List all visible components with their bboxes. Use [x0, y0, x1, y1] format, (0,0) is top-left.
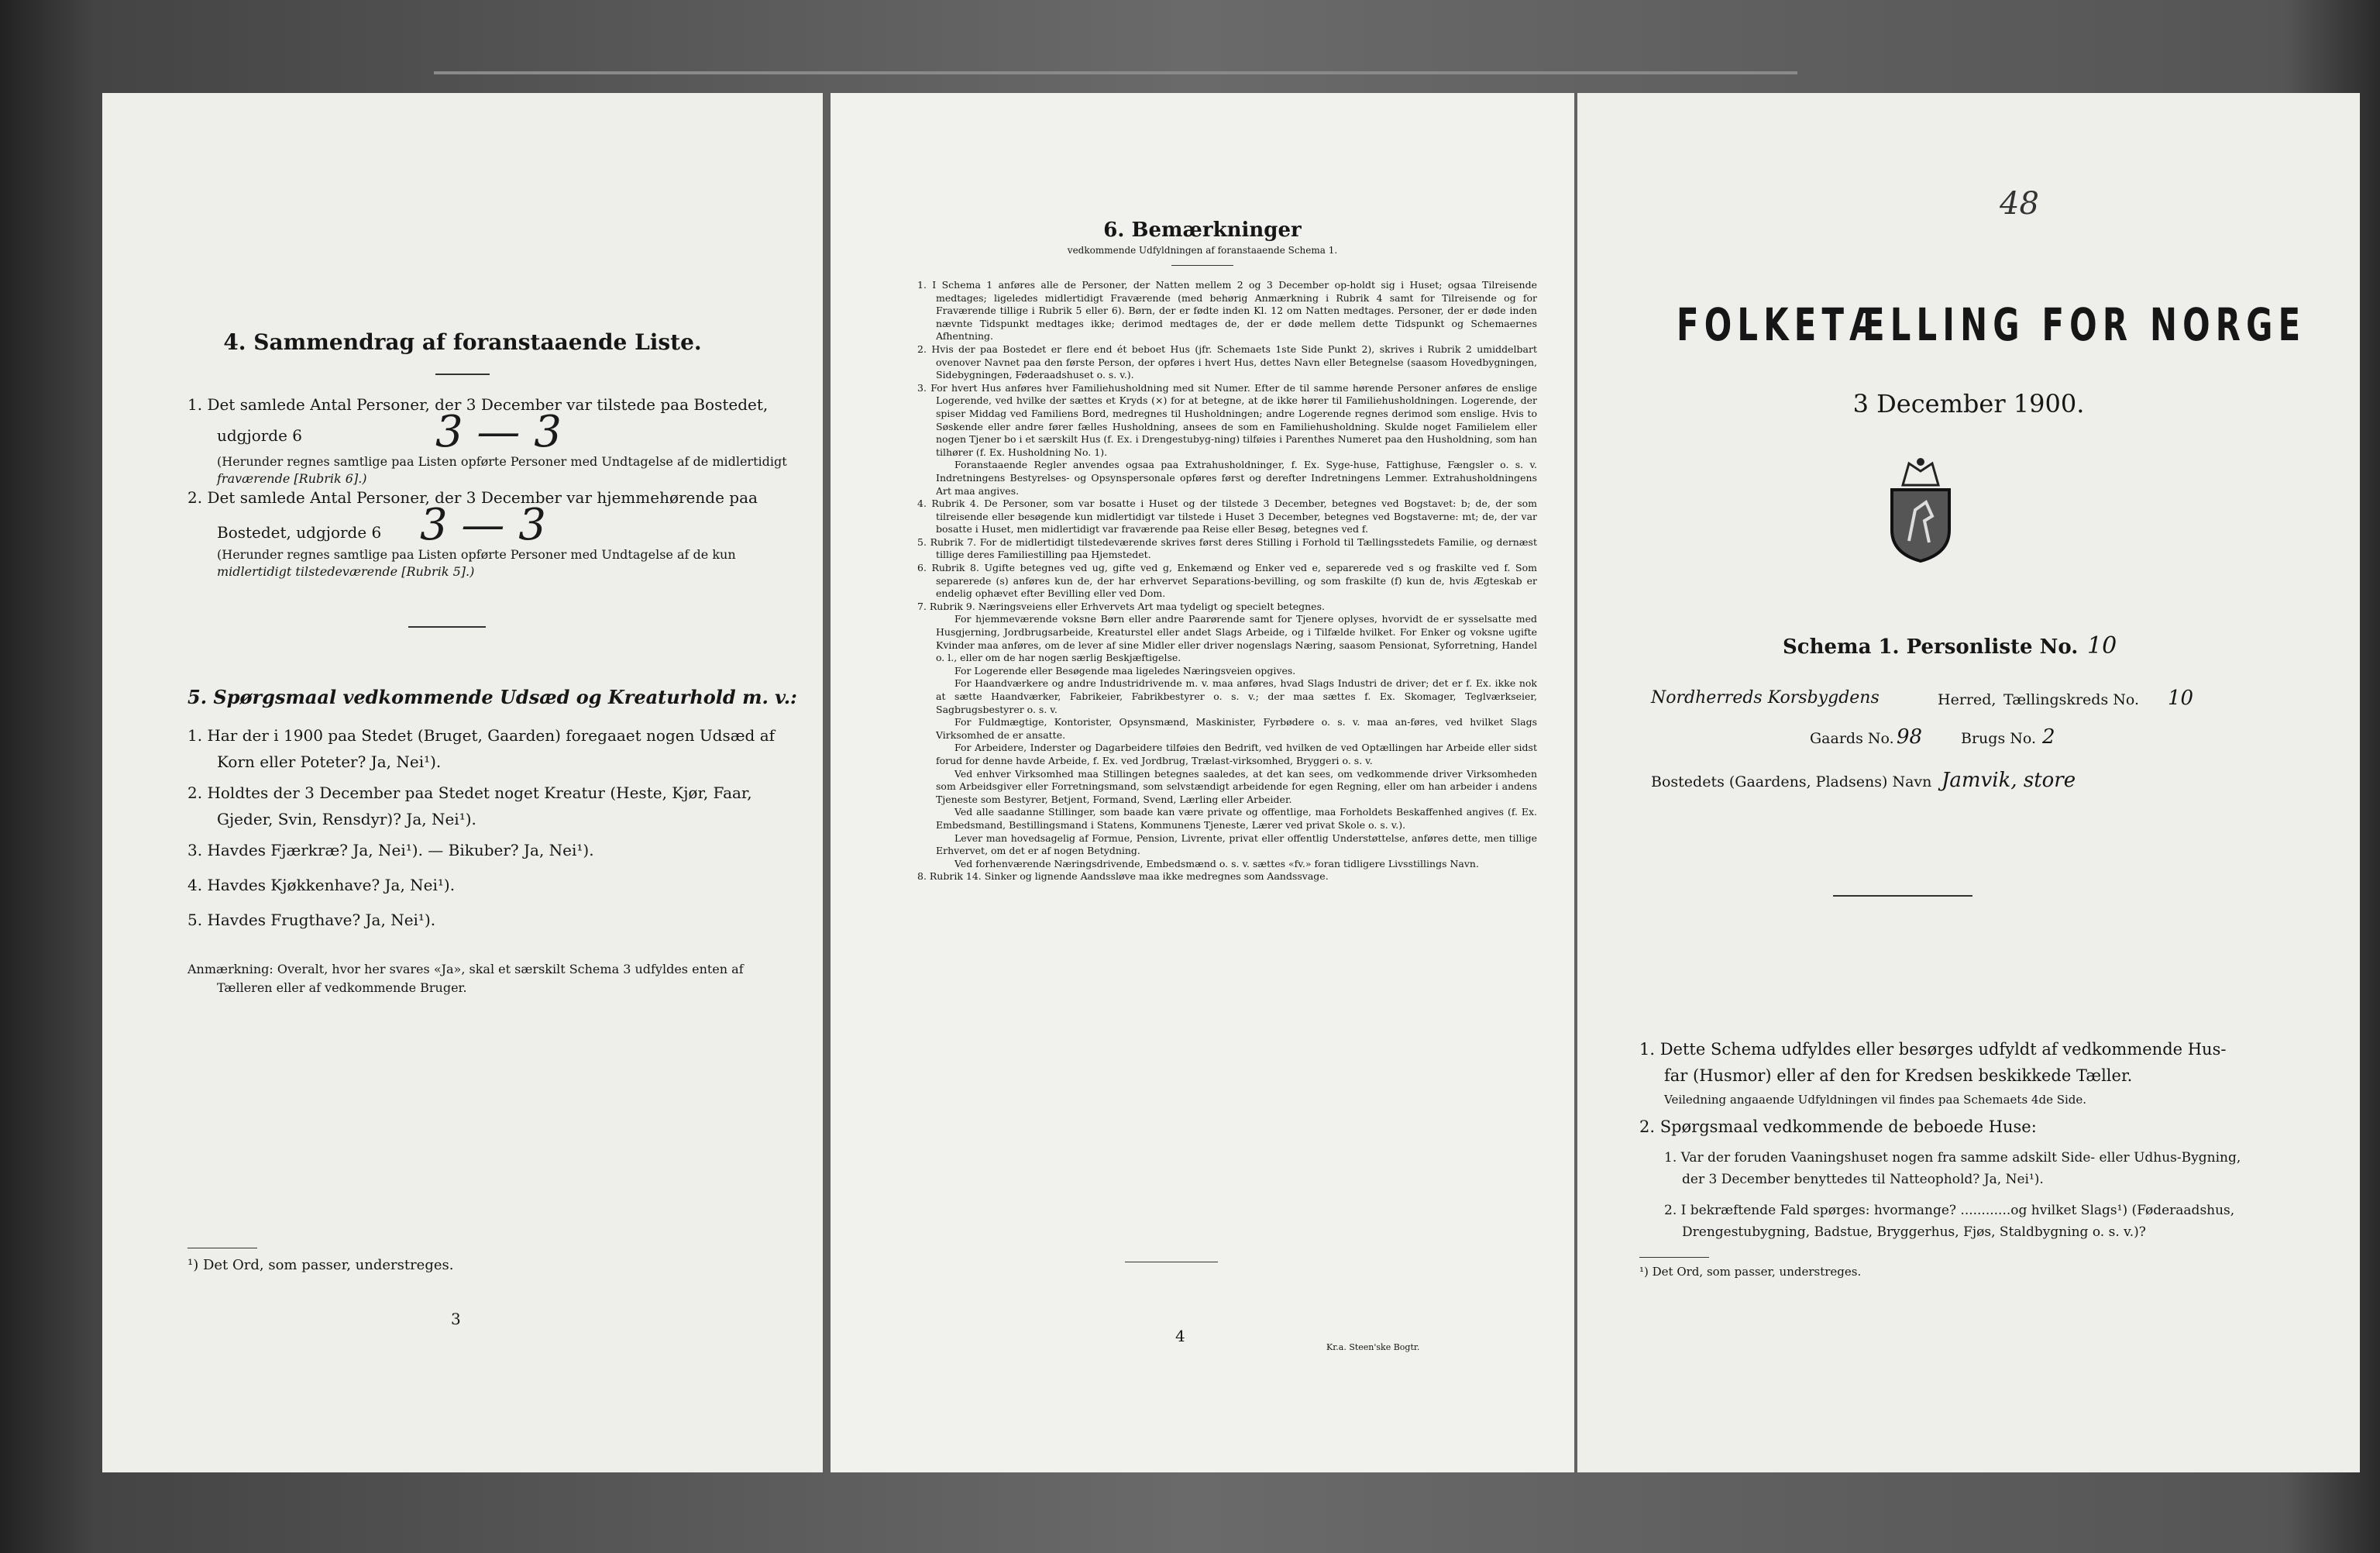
anmerkning-line-1: Anmærkning: Overalt, hvor her svares «Ja», skal et særskilt Schema 3 udfyldes enten af [187, 962, 744, 976]
page-number: 4 [1175, 1327, 1185, 1345]
remark-7-sub-3: For Haandværkere og andre Industridrivende m. v. maa anføres, hvad Slags Industri de driver; det er f. Ex. ikke nok at sætte Haandværker, Fabrikeier, Fabrikbestyrer o. s. v.; der maa sættes f. Ex. Skomager, Teglværkseier, Sagbrugsbestyrer o. s. v. [936, 677, 1537, 715]
page-left [102, 93, 823, 1472]
bosted-handwritten: Jamvik, store [1941, 769, 2076, 792]
item2-handwritten: 3 — 3 [420, 500, 546, 550]
herred-handwritten: Nordherreds Korsbygdens [1651, 688, 1880, 708]
divider [1171, 265, 1233, 266]
document-title: FOLKETÆLLING FOR NORGE [1677, 298, 2306, 351]
item1-note-2: fraværende [Rubrik 6].) [217, 471, 367, 486]
remark-3-sub: Foranstaaende Regler anvendes ogsaa paa Extrahusholdninger, f. Ex. Syge-huse, Fattighuse, Fængsler o. s. v. Indretningens Bestyrelses- og Opsynspersonale opføres først og derefter Indretningens Lemmer. Extrahusholdningens Art maa angives. [936, 459, 1537, 497]
schema-label: Schema 1. Personliste No. [1783, 635, 2079, 659]
remark-8: 8. Rubrik 14. Sinker og lignende Aandssløve maa ikke medregnes som Aandssvage. [917, 870, 1329, 883]
remark-1: 1. I Schema 1 anføres alle de Personer, der Natten mellem 2 og 3 December op-holdt sig i Huset; ogsaa Tilreisende medtages; ligeledes midlertidigt Fraværende (med behørig Anmærkning i Rubrik 4 samt for Tilreisende og for Fraværende tillige i Rubrik 5 eller 6). Børn, der er fødte inden Kl. 12 om Natten medtages. Personer, der er døde inden nævnte Tidspunkt medtages ikke; derimod medtages de, der er døde mellem dette Tidspunkt og Schemaernes Afhentning. [917, 279, 1537, 343]
page-right [1577, 93, 2360, 1472]
gaards-label: Gaards No. [1810, 730, 1894, 747]
remark-6: 6. Rubrik 8. Ugifte betegnes ved ug, gifte ved g, Enkemænd og Enker ved e, separerede ved s og fraskilte ved f. Som separerede (s) anføres kun de, der har erhvervet Separations-bevilling, og som fraskilte (f) kun de, hvis Ægteskab er endelig ophævet efter Bevilling eller ved Dom. [917, 562, 1537, 600]
section5-q5: 5. Havdes Frugthave? Ja, Nei¹). [187, 911, 436, 929]
footnote: ¹) Det Ord, som passer, understreges. [1639, 1265, 1862, 1279]
remarks-title: 6. Bemærkninger [1103, 219, 1302, 242]
section5-q1a: 1. Har der i 1900 paa Stedet (Bruget, Gaarden) foregaaet nogen Udsæd af [187, 726, 776, 745]
remark-7-sub-5: For Arbeidere, Inderster og Dagarbeidere tilføies den Bedrift, ved hvilken de ved Optællingen har Arbeide eller sidst forud for denne havde Arbeide, f. Ex. ved Jordbrug, Trælast-virksomhed, Bryggeri o. s. v. [936, 742, 1537, 766]
remark-2: 2. Hvis der paa Bostedet er flere end ét beboet Hus (jfr. Schemaets 1ste Side Punkt 2), skrives i Rubrik 2 umiddelbart ovenover Navnet paa den første Person, der opføres i hvert Hus, dettes Navn eller Betegnelse (saasom Hovedbygningen, Sidebygningen, Føderaadshuset o. s. v.). [917, 343, 1537, 381]
section4-item2-udgjorde: Bostedet, udgjorde 6 [217, 523, 382, 542]
kreds-number: 10 [2168, 687, 2194, 710]
remark-7-sub-8: Lever man hovedsagelig af Formue, Pension, Livrente, privat eller offentlig Understøttelse, anføres dette, men tillige Erhvervet, om det er af nogen Betydning. [936, 832, 1537, 857]
anmerkning-line-2: Tælleren eller af vedkommende Bruger. [217, 980, 467, 995]
section4-item1-udgjorde: udgjorde 6 [217, 426, 303, 445]
herred-label: Herred, [1938, 691, 1997, 708]
section5-title: 5. Spørgsmaal vedkommende Udsæd og Kreaturhold m. v.: [187, 686, 797, 708]
remark-7-sub-2: For Logerende eller Besøgende maa ligeledes Næringsveien opgives. [954, 664, 1296, 677]
instruction-2-1b: der 3 December benyttedes til Natteophold? Ja, Nei¹). [1682, 1172, 2044, 1187]
coat-of-arms-icon [1886, 456, 1955, 564]
instruction-2-1a: 1. Var der foruden Vaaningshuset nogen fra samme adskilt Side- eller Udhus-Bygning, [1664, 1150, 2241, 1166]
remark-4: 4. Rubrik 4. De Personer, som var bosatte i Huset og der tilstede 3 December, betegnes ved Bogstavet: b; de, der som tilreisende eller besøgende kun midlertidigt var tilstede i Huset 3 December, betegnes ved Bogstaverne: mt; de, der var bosatte i Huset, men midlertidigt var fraværende paa Reise eller Besøg, betegnes ved f. [917, 498, 1537, 535]
remarks-subtitle: vedkommende Udfyldningen af foranstaaende Schema 1. [1067, 245, 1338, 256]
item2-note-1: (Herunder regnes samtlige paa Listen opførte Personer med Undtagelse af de kun [217, 547, 736, 562]
section5-q4: 4. Havdes Kjøkkenhave? Ja, Nei¹). [187, 876, 456, 894]
brugs-number: 2 [2042, 725, 2055, 749]
instruction-1a: 1. Dette Schema udfyldes eller besørges udfyldt af vedkommende Hus- [1639, 1040, 2227, 1059]
remark-7-sub-1: For hjemmeværende voksne Børn eller andre Paarørende samt for Tjenere oplyses, hvorvidt de er sysselsatte med Husgjerning, Jordbrugsarbeide, Kreaturstel eller andet Slags Arbeide, og i Tilfælde hvilket. For Enker og voksne ugifte Kvinder maa anføres, om de lever af sine Midler eller driver nogenslags Næring, saasom Pensionat, Syforretning, Handel o. l., eller om de har nogen særlig Beskjæftigelse. [936, 613, 1537, 664]
section4-item2: 2. Det samlede Antal Personer, der 3 December var hjemmehørende paa [187, 488, 758, 507]
item1-note-1: (Herunder regnes samtlige paa Listen opførte Personer med Undtagelse af de midlertidigt [217, 454, 787, 469]
remarks-list [917, 279, 1537, 883]
remark-7-sub-4: For Fuldmægtige, Kontorister, Opsynsmænd, Maskinister, Fyrbødere o. s. v. maa an-føres, ved hvilket Slags Virksomhed de er ansatte. [936, 716, 1537, 741]
divider [435, 374, 490, 375]
remark-7-sub-7: Ved alle saadanne Stillinger, som baade kan være private og offentlige, maa Forholdets Beskaffenhed angives (f. Ex. Embedsmand, Bestillingsmand i Statens, Kommunens Tjeneste, Lærer ved privat Skole o. s. v.). [936, 806, 1537, 831]
footnote: ¹) Det Ord, som passer, understreges. [187, 1257, 454, 1273]
item2-note-2: midlertidigt tilstedeværende [Rubrik 5].) [217, 564, 475, 579]
schema-number: 10 [2087, 632, 2117, 659]
divider [408, 626, 486, 628]
instruction-2-2b: Drengestubygning, Badstue, Bryggerhus, Fjøs, Staldbygning o. s. v.)? [1682, 1224, 2146, 1240]
section4-item1: 1. Det samlede Antal Personer, der 3 December var tilstede paa Bostedet, [187, 395, 769, 414]
section5-q2a: 2. Holdtes der 3 December paa Stedet noget Kreatur (Heste, Kjør, Faar, [187, 783, 752, 802]
remark-7-sub-6: Ved enhver Virksomhed maa Stillingen betegnes saaledes, at det kan sees, om vedkommende driver Virksomheden som Arbeidsgiver eller Forretningsmand, som selvstændigt arbeidende for egen Regning, eller om han arbeider i andens Tjeneste som Bestyrer, Betjent, Formand, Svend, Lærling eller Arbeider. [936, 767, 1537, 805]
printer-mark: Kr.a. Steen'ske Bogtr. [1326, 1342, 1420, 1352]
footnote-rule [1639, 1257, 1709, 1258]
brugs-label: Brugs No. [1961, 730, 2037, 747]
ornament-divider [1833, 895, 1972, 897]
remark-7: 7. Rubrik 9. Næringsveiens eller Erhvervets Art maa tydeligt og specielt betegnes. [917, 600, 1325, 612]
remark-3: 3. For hvert Hus anføres hver Familiehusholdning med sit Numer. Efter de til samme hørende Personer anføres de enslige Logerende, ved hvilke der sættes et Kryds (×) for at betegne, at de ikke hører til Familiehusholdningen. Logerende, der spiser Middag ved Familiens Bord, medregnes til Husholdningen; andre Logerende regnes derimod som enslige. Hvis to Søskende eller andre fører fælles Husholdning, ansees de som en Familiehusholdning. Skulde noget Familielem eller nogen Tjener bo i et særskilt Hus (f. Ex. i Drengestubyg-ning) tilføies i Parenthes Numeret paa den Husholdning, som han tilhører (f. Ex. Husholdning No. 1). [917, 381, 1537, 458]
remark-5: 5. Rubrik 7. For de midlertidigt tilstedeværende skrives først deres Stilling i Forhold til Tællingsstedets Familie, og dernæst tillige deres Familiestilling paa Hjemstedet. [917, 535, 1537, 561]
section5-q1b: Korn eller Poteter? Ja, Nei¹). [217, 752, 442, 771]
instruction-1c: Veiledning angaaende Udfyldningen vil findes paa Schemaets 4de Side. [1664, 1093, 2087, 1107]
section4-title: 4. Sammendrag af foranstaaende Liste. [223, 329, 702, 355]
remark-7-sub-9: Ved forhenværende Næringsdrivende, Embedsmænd o. s. v. sættes «fv.» foran tidligere Livsstillings Navn. [954, 857, 1479, 869]
page-middle [831, 93, 1574, 1472]
archive-number: 48 [2000, 186, 2039, 222]
census-date: 3 December 1900. [1852, 389, 2085, 418]
top-edge-rule [434, 71, 1797, 74]
bosted-label: Bostedets (Gaardens, Pladsens) Navn [1651, 773, 1932, 790]
instruction-2-2a: 2. I bekræftende Fald spørges: hvormange? ............og hvilket Slags¹) (Føderaadshus, [1664, 1203, 2235, 1218]
page-number: 3 [451, 1310, 461, 1328]
gaards-number: 98 [1897, 725, 1923, 749]
section5-q3: 3. Havdes Fjærkræ? Ja, Nei¹). — Bikuber? Ja, Nei¹). [187, 841, 594, 859]
instruction-2: 2. Spørgsmaal vedkommende de beboede Huse: [1639, 1117, 2037, 1136]
instruction-1b: far (Husmor) eller af den for Kredsen beskikkede Tæller. [1664, 1066, 2133, 1085]
kreds-label: Tællingskreds No. [2003, 691, 2139, 708]
item1-handwritten: 3 — 3 [435, 407, 562, 457]
section5-q2b: Gjeder, Svin, Rensdyr)? Ja, Nei¹). [217, 810, 476, 828]
